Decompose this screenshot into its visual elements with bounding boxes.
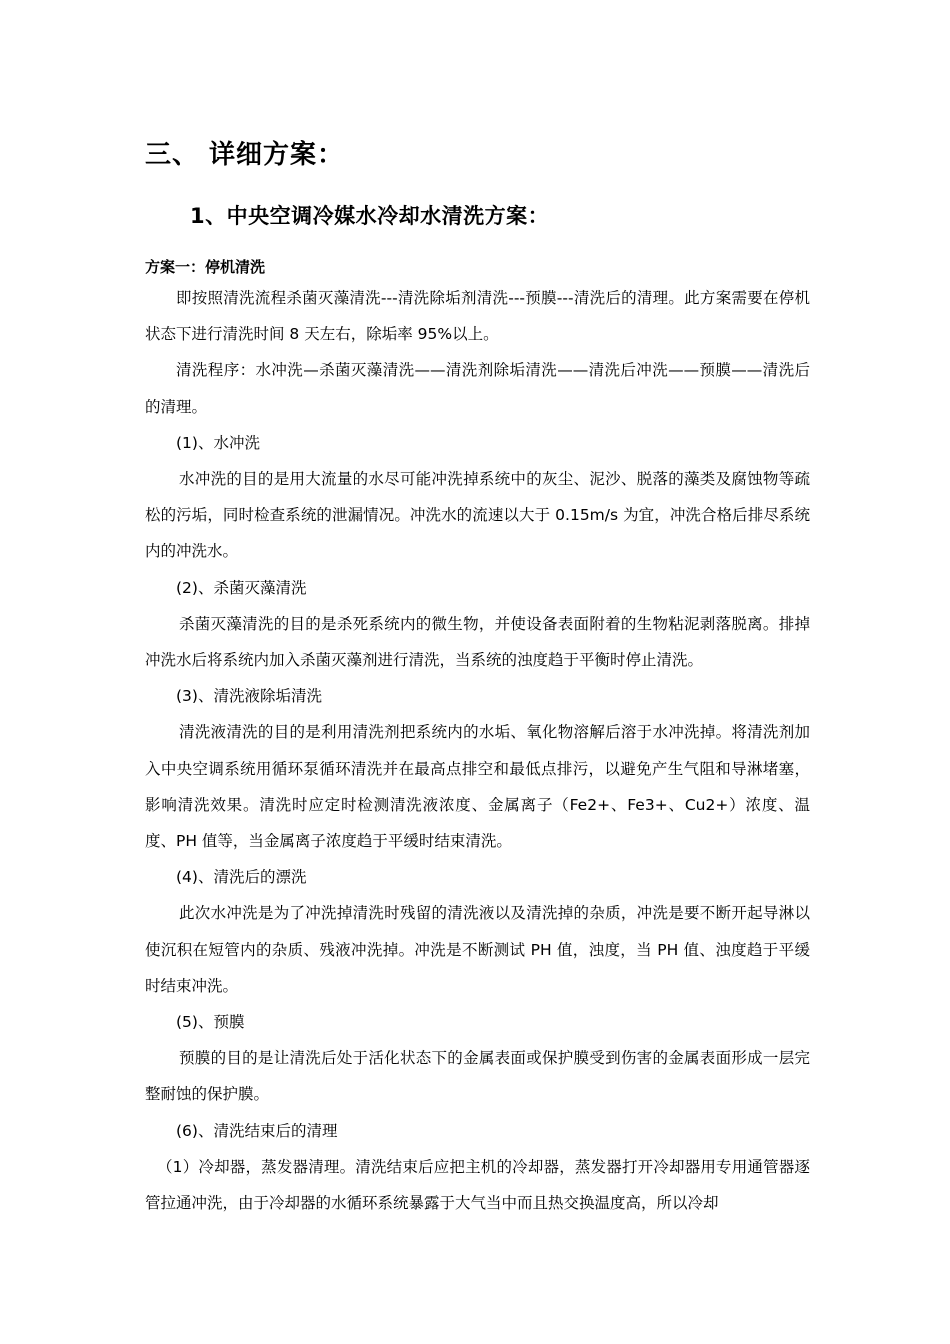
step-title: (1)、水冲洗 (176, 433, 260, 452)
step-title: (4)、清洗后的漂洗 (176, 868, 307, 887)
procedure-paragraph: 清洗程序：水冲洗—杀菌灭藻清洗——清洗剂除垢清洗——清洗后冲洗——预膜——清洗后的清理。 (145, 361, 810, 416)
section-heading: 三、 详细方案： (145, 140, 345, 170)
document-body (145, 280, 810, 1221)
step-paragraph: （1）冷却器，蒸发器清理。清洗结束后应把主机的冷却器，蒸发器打开冷却器用专用通管器逐管拉通冲洗，由于冷却器的水循环系统暴露于大气当中而且热交换温度高，所以冷却 (145, 1157, 810, 1213)
plan-title: 方案一：停机清洗 (145, 258, 266, 276)
step-paragraph: 水冲洗的目的是用大流量的水尽可能冲洗掉系统中的灰尘、泥沙、脱落的藻类及腐蚀物等疏松的污垢，同时检查系统的泄漏情况。冲洗水的流速以大于 0.15m/s 为宜，冲洗合格后排尽系统内的冲洗水。 (145, 470, 810, 561)
step-title: (3)、清洗液除垢清洗 (176, 687, 322, 706)
step-paragraph: 清洗液清洗的目的是利用清洗剂把系统内的水垢、氧化物溶解后溶于水冲洗掉。将清洗剂加入中央空调系统用循环泵循环清洗并在最高点排空和最低点排污，以避免产生气阻和导淋堵塞，影响清洗效果。清洗时应定时检测清洗液浓度、金属离子（Fe2+、Fe3+、Cu2+）浓度、温度、PH 值等，当金属离子浓度趋于平缓时结束清洗。 (145, 723, 810, 851)
intro-paragraph: 即按照清洗流程杀菌灭藻清洗---清洗除垢剂清洗---预膜---清洗后的清理。此方案需要在停机状态下进行清洗时间 8 天左右，除垢率 95%以上。 (145, 289, 810, 344)
step-title: (6)、清洗结束后的清理 (176, 1121, 338, 1140)
step-paragraph: 预膜的目的是让清洗后处于活化状态下的金属表面或保护膜受到伤害的金属表面形成一层完整耐蚀的保护膜。 (145, 1049, 810, 1104)
step-title: (5)、预膜 (176, 1013, 245, 1032)
step-paragraph: 杀菌灭藻清洗的目的是杀死系统内的微生物，并使设备表面附着的生物粘泥剥落脱离。排掉冲洗水后将系统内加入杀菌灭藻剂进行清洗，当系统的浊度趋于平衡时停止清洗。 (145, 614, 810, 670)
step-paragraph: 此次水冲洗是为了冲洗掉清洗时残留的清洗液以及清洗掉的杂质，冲洗是要不断开起导淋以使沉积在短管内的杂质、残液冲洗掉。冲洗是不断测试 PH 值，浊度，当 PH 值、浊度趋于平缓时结束冲洗。 (145, 904, 810, 995)
step-title: (2)、杀菌灭藻清洗 (176, 578, 307, 597)
subsection-heading: 1、中央空调冷媒水冷却水清洗方案： (190, 204, 550, 228)
